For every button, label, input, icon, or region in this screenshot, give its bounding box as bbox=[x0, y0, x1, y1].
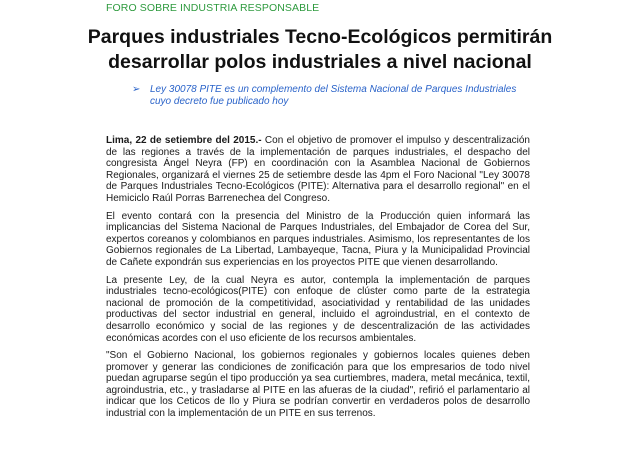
subheadline bbox=[132, 84, 540, 107]
paragraph-3: La presente Ley, de la cual Neyra es autor, contempla la implementación de parques industriales tecno-ecológicos(PITE) con enfoque de clúster como parte de la estrategia nacional de promoción de la competitividad, asociatividad y rentabilidad de las unidades productivas del sector industrial en general, incluido el agroindustrial, en el contexto de desarrollo económico y social de las regiones y de descentralización de las actividades económicas acordes con el uso eficiente de los recursos ambientales. bbox=[106, 274, 530, 344]
arrow-bullet-icon: ➢ bbox=[132, 84, 141, 95]
dateline: Lima, 22 de setiembre del 2015.- bbox=[106, 135, 262, 146]
page-title bbox=[20, 25, 620, 75]
paragraph-4: "Son el Gobierno Nacional, los gobiernos regionales y gobiernos locales quienes deben promover y generar las condiciones de zonificación para que los empresarios de todo nivel puedan agruparse según el tipo producción ya sea curtiembres, madera, metal mecánica, textil, agroindustria, etc., y trasladarse al PITE en las afueras de la ciudad", refirió el parlamentario al indicar que los Ceticos de Ilo y Piura se podrían convertir en verdaderos polos de desarrollo industrial con la implementación de un PITE en sus terrenos. bbox=[106, 350, 530, 420]
paragraph-1-text: Con el objetivo de promover el impulso y descentralización de las regiones a través de la implementación de parques industriales, el despacho del congresista Ángel Neyra (FP) en coordinación con la Asamblea Nacional de Gobiernos Regionales, organizará el viernes 25 de setiembre desde las 4pm el Foro Nacional "Ley 30078 de Parques Industriales Tecno-Ecológicos (PITE): Alternativa para el desarrollo regional" en el Hemiciclo Raúl Porras Barrenechea del Congreso. bbox=[106, 135, 530, 204]
title-line-2: desarrollar polos industriales a nivel nacional bbox=[108, 51, 532, 73]
paragraph-1 bbox=[106, 135, 530, 205]
title-line-1: Parques industriales Tecno-Ecológicos permitirán bbox=[87, 26, 553, 48]
paragraph-2: El evento contará con la presencia del Ministro de la Producción quien informará las implicancias del Sistema Nacional de Parques Industriales, del Embajador de Corea del Sur, expertos coreanos y colombianos en parques industriales. Asimismo, los representantes de los Gobiernos regionales de La Libertad, Lambayeque, Tacna, Piura y la Municipalidad Provincial de Cañete expondrán sus experiencias en los proyectos PITE que vienen desarrollando. bbox=[106, 210, 530, 268]
section-kicker: FORO SOBRE INDUSTRIA RESPONSABLE bbox=[106, 2, 320, 14]
subheadline-text: Ley 30078 PITE es un complemento del Sistema Nacional de Parques Industriales cuyo decreto fue publicado hoy bbox=[150, 84, 517, 107]
article-body bbox=[106, 135, 530, 426]
